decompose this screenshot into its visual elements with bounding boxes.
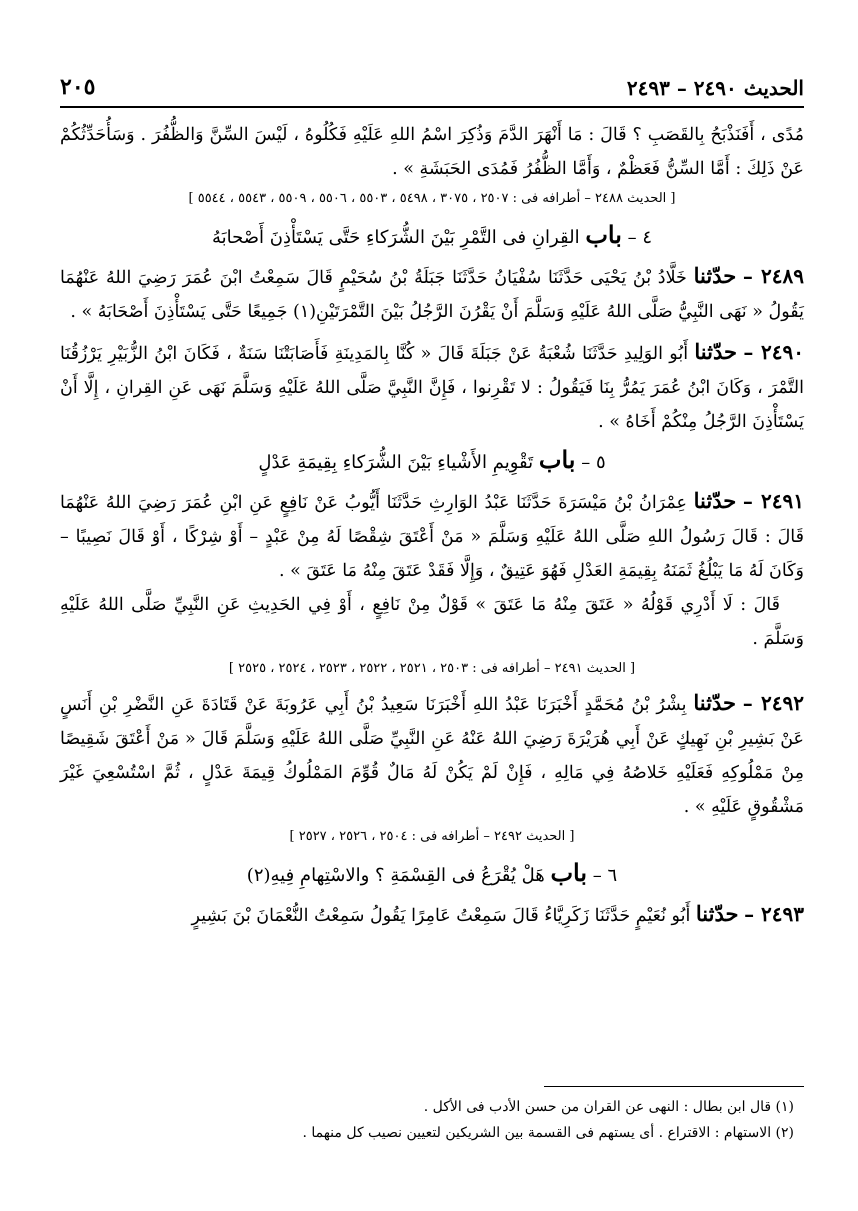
- cross-reference-2491: [ الحديث ٢٤٩١ – أطرافه فى : ٢٥٠٣ ، ٢٥٢١ ، ٢٥٢٢ ، ٢٥٢٣ ، ٢٥٢٤ ، ٢٥٢٥ ]: [228, 661, 636, 676]
- chapter-heading-4: [60, 216, 804, 257]
- hadith-text: أَبُو الوَلِيدِ حَدَّثَنَا شُعْبَةُ عَنْ جَبَلَةَ قَالَ « كُنَّا بِالمَدِينَةِ فَأَصَابَتْنَا سَنَةٌ ، فَكَانَ ابْنُ الزُّبَيْرِ يَرْزُقُنَا التَّمْرَ ، وَكَانَ ابْنُ عُمَرَ يَمُرُّ بِنَا فَيَقُولُ : لا تَقْرِنوا ، فَإِنَّ النَّبِيَّ صَلَّى اللهُ عَلَيْهِ وَسَلَّمَ نَهَى عَنِ القِرانِ ، إِلَّا أَنْ يَسْتَأْذِنَ الرَّجُلُ مِنْكُمْ أَخَاهُ » .: [60, 344, 804, 432]
- footnotes: [64, 1094, 794, 1146]
- hadith-number: ٢٤٩١ –: [742, 489, 804, 513]
- chapter-title: تَقْوِيمِ الأَشْياءِ بَيْنَ الشُّرَكاءِ بِقِيمَةِ عَدْلٍ: [258, 452, 534, 473]
- chapter-word: باب: [538, 445, 576, 474]
- chapter-number: ٦ –: [592, 865, 618, 886]
- page-header: [60, 72, 804, 106]
- header-rule: [60, 106, 804, 108]
- hadith-text: خَلَّادُ بْنُ يَحْيَى حَدَّثَنَا سُفْيَانُ حَدَّثَنَا جَبَلَةُ بْنُ سُحَيْمٍ قَالَ سَمِعْتُ ابْنَ عُمَرَ رَضِيَ اللهُ عَنْهُمَا يَقُولُ « نَهَى النَّبِيُّ صَلَّى اللهُ عَلَيْهِ وَسَلَّمَ أَنْ يَقْرُنَ الرَّجُلُ بَيْنَ التَّمْرَتَيْنِ(١) جَمِيعًا حَتَّى يَسْتَأْذِنَ أَصْحَابَهُ » .: [60, 268, 804, 322]
- hadith-2491: [60, 484, 804, 588]
- haddathana-word: حدّثنا: [693, 690, 736, 715]
- chapter-title: القِرانِ فى التَّمْرِ بَيْنَ الشُّرَكاءِ حَتَّى يَسْتَأْذِنَ أَصْحابَهُ: [211, 227, 580, 248]
- hadith-2490: [60, 335, 804, 439]
- hadith-text: عِمْرَانُ بْنُ مَيْسَرَةَ حَدَّثَنَا عَبْدُ الوَارِثِ حَدَّثَنَا أَيُّوبُ عَنْ نَافِعٍ عَنِ ابْنِ عُمَرَ رَضِيَ اللهُ عَنْهُمَا قَالَ : قَالَ رَسُولُ اللهِ صَلَّى اللهُ عَلَيْهِ وَسَلَّمَ « مَنْ أَعْتَقَ شِقْصًا لَهُ مِنْ عَبْدٍ – أَوْ شِرْكًا ، أَوْ قَالَ نَصِيبًا – وَكَانَ لَهُ مَا يَبْلُغُ ثَمَنَهُ بِقِيمَةِ العَدْلِ فَهُوَ عَتِيقٌ ، وَإِلَّا فَقَدْ عَتَقَ مِنْهُ مَا عَتَقَ » .: [60, 493, 804, 581]
- haddathana-word: حدّثنا: [695, 901, 739, 926]
- hadith-2492: [60, 686, 804, 824]
- hadith-2489: [60, 259, 804, 329]
- footnote-rule: [544, 1086, 804, 1087]
- hadith-number: ٢٤٩٣ –: [744, 902, 804, 926]
- chapter-number: ٥ –: [581, 452, 606, 473]
- haddathana-word: حدّثنا: [693, 488, 737, 513]
- hadith-number: ٢٤٨٩ –: [742, 264, 804, 288]
- running-head: الحديث ٢٤٩٠ – ٢٤٩٣: [626, 76, 804, 100]
- hadith-number: ٢٤٩٢ –: [742, 691, 804, 715]
- chapter-title: هَلْ يُقْرَعُ فى القِسْمَةِ ؟ والاسْتِهامِ فِيهِ(٢): [246, 865, 545, 886]
- chapter-number: ٤ –: [627, 227, 653, 248]
- chapter-word: باب: [585, 220, 622, 249]
- chapter-heading-5: [60, 441, 804, 482]
- hadith-text: بِشْرُ بْنُ مُحَمَّدٍ أَخْبَرَنَا عَبْدُ اللهِ أَخْبَرَنَا سَعِيدُ بْنُ أَبِي عَرُوبَةَ عَنْ قَتَادَةَ عَنِ النَّضْرِ بْنِ أَنَسٍ عَنْ بَشِيرِ بْنِ نَهِيكٍ عَنْ أَبِي هُرَيْرَةَ رَضِيَ اللهُ عَنْهُ عَنِ النَّبِيِّ صَلَّى اللهُ عَلَيْهِ وَسَلَّمَ قَالَ « مَنْ أَعْتَقَ شَقِيصًا مِنْ مَمْلُوكِهِ فَعَلَيْهِ خَلاصُهُ فِي مَالِهِ ، فَإِنْ لَمْ يَكُنْ لَهُ مَالٌ قُوِّمَ المَمْلُوكُ قِيمَةَ عَدْلٍ ، ثُمَّ اسْتُسْعِيَ غَيْرَ مَشْقُوقٍ عَلَيْهِ » .: [60, 695, 805, 817]
- book-page: [60, 72, 804, 1182]
- chapter-heading-6: [60, 854, 804, 895]
- paragraph-continuation: مُدًى ، أَفَنَذْبَحُ بِالقَصَبِ ؟ قَالَ : مَا أَنْهَرَ الدَّمَ وَذُكِرَ اسْمُ اللهِ عَلَيْهِ فَكُلُوهُ ، لَيْسَ السِّنَّ وَالظُّفُرَ . وَسَأُحَدِّثُكُمْ عَنْ ذَلِكَ : أَمَّا السِّنُّ فَعَظْمٌ ، وَأَمَّا الظُّفُرُ فَمُدَى الحَبَشَةِ » .: [60, 125, 804, 179]
- haddathana-word: حدّثنا: [693, 263, 737, 288]
- hadith-text: أَبُو نُعَيْمٍ حَدَّثَنَا زَكَرِيَّاءُ قَالَ سَمِعْتُ عَامِرًا يَقُولُ سَمِعْتُ النُّعْمَانَ بْنَ بَشِيرٍ: [191, 906, 691, 926]
- cross-reference-2492: [ الحديث ٢٤٩٢ – أطرافه فى : ٢٥٠٤ ، ٢٥٢٦ ، ٢٥٢٧ ]: [289, 829, 575, 844]
- cross-reference-2488: [ الحديث ٢٤٨٨ – أطرافه فى : ٢٥٠٧ ، ٣٠٧٥ ، ٥٤٩٨ ، ٥٥٠٣ ، ٥٥٠٦ ، ٥٥٠٩ ، ٥٥٤٣ ، ٥٥٤٤ ]: [188, 191, 676, 206]
- footnote-2: (٢) الاستهام : الاقتراع . أى يستهم فى القسمة بين الشريكين لتعيين نصيب كل منهما .: [302, 1125, 794, 1141]
- hadith-2491-remark: قَالَ : لَا أَدْرِي قَوْلُهُ « عَتَقَ مِنْهُ مَا عَتَقَ » قَوْلٌ مِنْ نَافِعٍ ، أَوْ فِي الحَدِيثِ عَنِ النَّبِيِّ صَلَّى اللهُ عَلَيْهِ وَسَلَّمَ .: [60, 595, 804, 649]
- haddathana-word: حدّثنا: [694, 339, 737, 364]
- hadith-2493: [60, 897, 804, 933]
- chapter-word: باب: [550, 858, 588, 887]
- footnote-1: (١) قال ابن بطال : النهى عن القران من حسن الأدب فى الأكل .: [423, 1099, 794, 1115]
- page-number: ٢٠٥: [60, 74, 96, 100]
- hadith-number: ٢٤٩٠ –: [743, 340, 804, 364]
